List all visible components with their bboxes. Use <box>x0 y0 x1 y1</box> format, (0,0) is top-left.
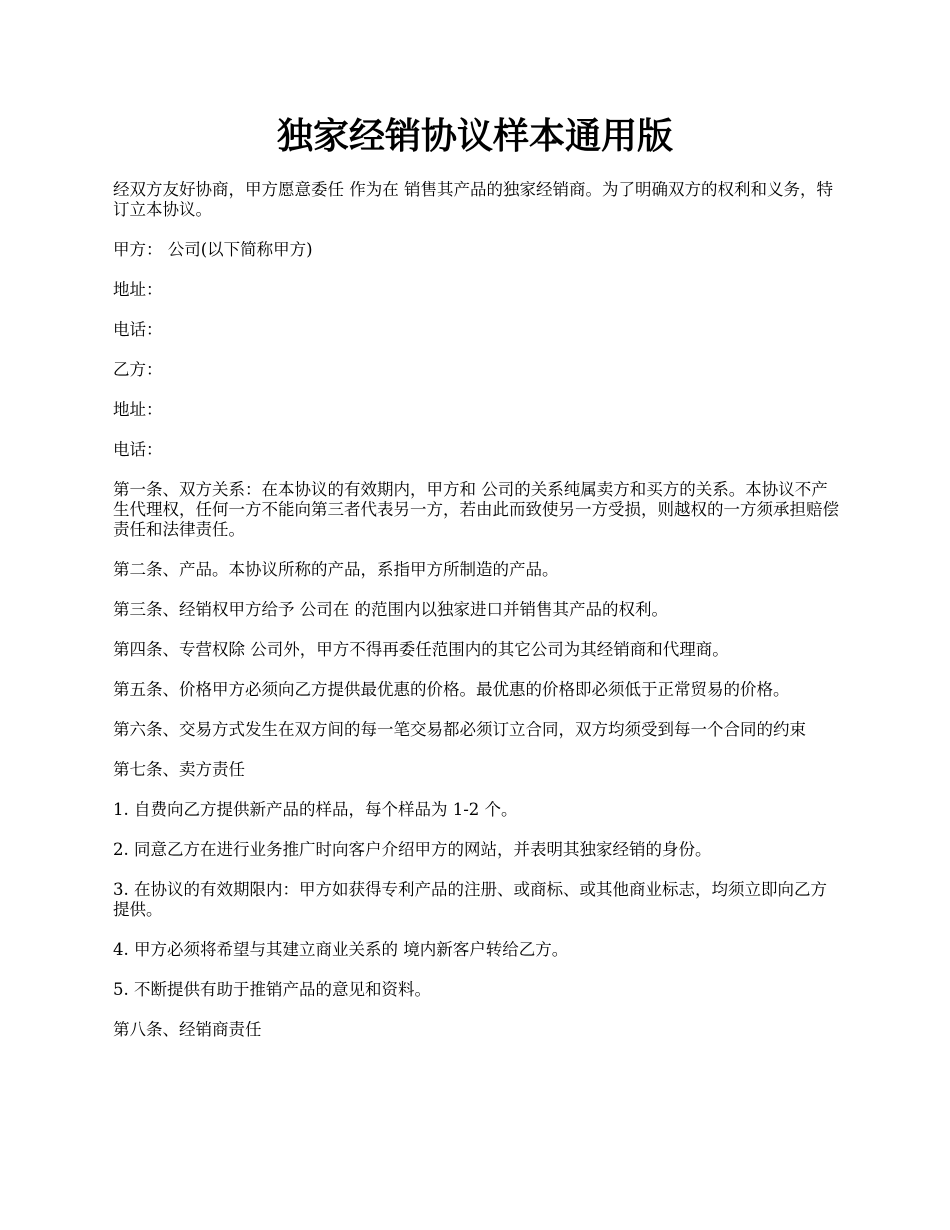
paragraph-item-1: 1. 自费向乙方提供新产品的样品，每个样品为 1-2 个。 <box>113 800 518 819</box>
paragraph-party-a: 甲方： 公司(以下简称甲方) <box>113 240 313 259</box>
document-body <box>113 180 841 1060</box>
paragraph-party-b-address: 地址： <box>113 400 163 419</box>
paragraph-item-3: 3. 在协议的有效期限内：甲方如获得专利产品的注册、或商标、或其他商业标志，均须立即向乙方提供。 <box>113 880 827 919</box>
paragraph-intro: 经双方友好协商，甲方愿意委任 作为在 销售其产品的独家经销商。为了明确双方的权利和义务，特订立本协议。 <box>113 180 833 219</box>
paragraph-article-1: 第一条、双方关系：在本协议的有效期内，甲方和 公司的关系纯属卖方和买方的关系。本协议不产生代理权，任何一方不能向第三者代表另一方，若由此而致使另一方受损，则越权的一方须承担赔偿责任和法律责任。 <box>113 480 839 539</box>
document-title: 独家经销协议样本通用版 <box>276 115 673 157</box>
paragraph-article-4: 第四条、专营权除 公司外，甲方不得再委任范围内的其它公司为其经销商和代理商。 <box>113 640 729 659</box>
paragraph-party-b-phone: 电话： <box>113 440 163 459</box>
paragraph-party-b: 乙方： <box>113 360 163 379</box>
paragraph-article-2: 第二条、产品。本协议所称的产品，系指甲方所制造的产品。 <box>113 560 559 579</box>
paragraph-item-5: 5. 不断提供有助于推销产品的意见和资料。 <box>113 980 431 999</box>
paragraph-item-4: 4. 甲方必须将希望与其建立商业关系的 境内新客户转给乙方。 <box>113 940 569 959</box>
paragraph-item-2: 2. 同意乙方在进行业务推广时向客户介绍甲方的网站，并表明其独家经销的身份。 <box>113 840 712 859</box>
paragraph-party-a-phone: 电话： <box>113 320 163 339</box>
paragraph-article-8: 第八条、经销商责任 <box>113 1020 262 1039</box>
paragraph-article-5: 第五条、价格甲方必须向乙方提供最优惠的价格。最优惠的价格即必须低于正常贸易的价格。 <box>113 680 790 699</box>
paragraph-party-a-address: 地址： <box>113 280 163 299</box>
paragraph-article-3: 第三条、经销权甲方给予 公司在 的范围内以独家进口并销售其产品的权利。 <box>113 600 668 619</box>
paragraph-article-7: 第七条、卖方责任 <box>113 760 245 779</box>
paragraph-article-6: 第六条、交易方式发生在双方间的每一笔交易都必须订立合同，双方均须受到每一个合同的约束 <box>113 720 806 739</box>
